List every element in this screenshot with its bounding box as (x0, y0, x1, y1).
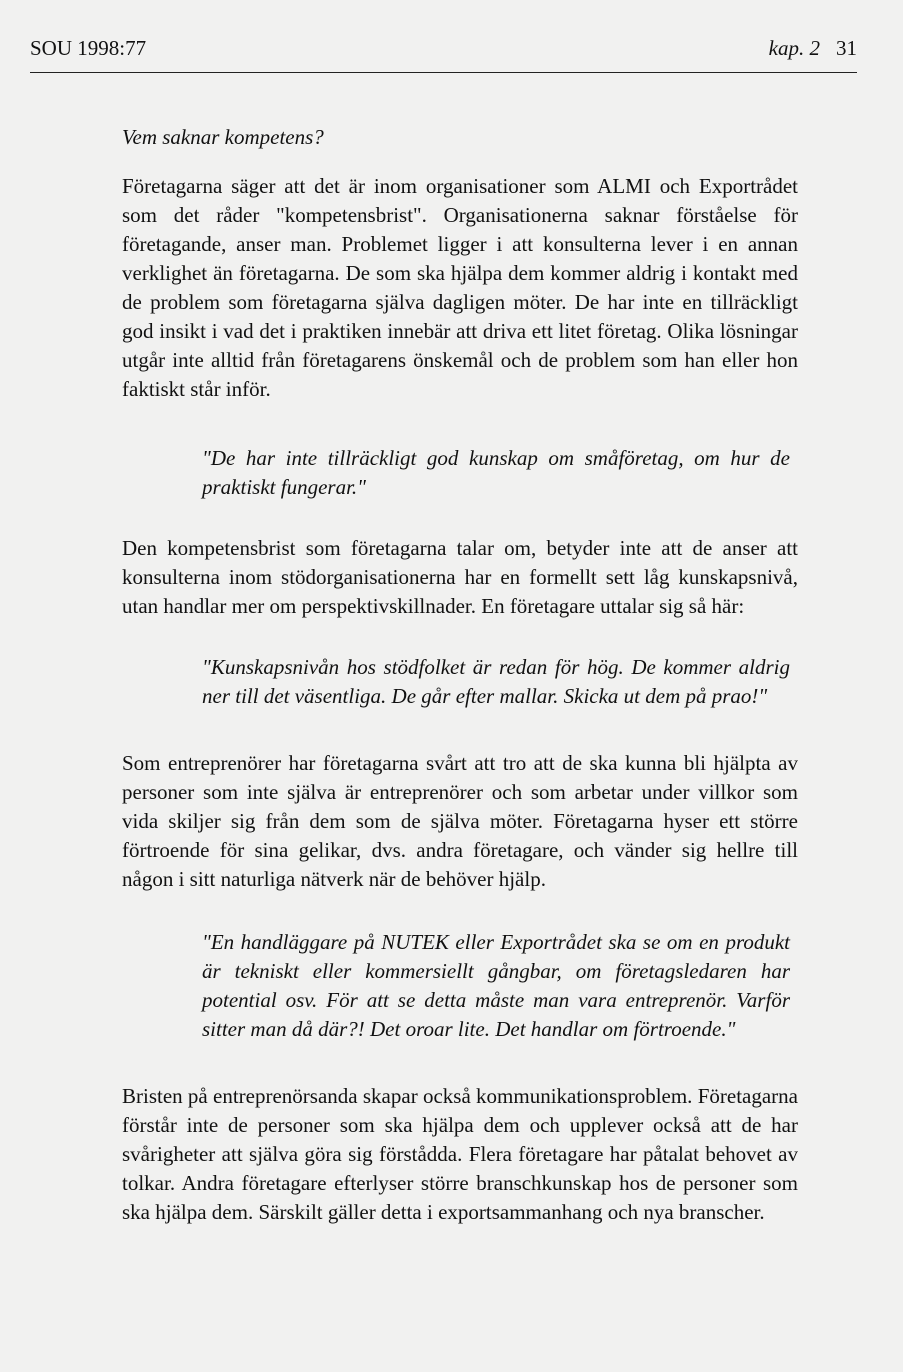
paragraph-4: Bristen på entreprenörsanda skapar också kommunikationsproblem. Företagarna förstår inte de personer som ska hjälpa dem och upplever också att de har svårigheter att själva göra sig förstådda. Flera företagare har påtalat behovet av tolkar. Andra företagare efterlyser större branschkunskap hos de personer som ska hjälpa dem. Särskilt gäller detta i exportsammanhang och nya branscher. (122, 1084, 798, 1224)
paragraph-1: Företagarna säger att det är inom organisationer som ALMI och Exportrådet som det råder "kompetensbrist". Organisationerna saknar förståelse för företagande, anser man. Problemet ligger i att konsulterna lever i en annan verklighet än företagarna. De som ska hjälpa dem kommer aldrig i kontakt med de problem som företagarna själva dagligen möter. De har inte en tillräckligt god insikt i vad det i praktiken innebär att driva ett litet företag. Olika lösningar utgår inte alltid från företagarens önskemål och de problem som han eller hon faktiskt står inför. (122, 174, 798, 401)
section-subheading: Vem saknar kompetens? (122, 125, 324, 149)
publication-id: SOU 1998:77 (30, 36, 147, 60)
page-number: 31 (836, 36, 857, 60)
quote-2: "Kunskapsnivån hos stödfolket är redan för hög. De kommer aldrig ner till det väsentliga. De går efter mallar. Skicka ut dem på prao!" (202, 655, 790, 708)
page-header (30, 36, 857, 73)
paragraph-3: Som entreprenörer har företagarna svårt att tro att de ska kunna bli hjälpta av personer som inte själva är entreprenörer och som arbetar under villkor som vida skiljer sig från dem som de själva möter. Företagarna hyser ett större förtroende för sina gelikar, dvs. andra företagare, och vänder sig hellre till någon i sitt naturliga nätverk när de behöver hjälp. (122, 751, 798, 891)
header-right (769, 36, 857, 61)
quote-3: "En handläggare på NUTEK eller Exportrådet ska se om en produkt är tekniskt eller kommersiellt gångbar, om företagsledaren har potential osv. För att se detta måste man vara entreprenör. Varför sitter man då där?! Det oroar lite. Det handlar om förtroende." (202, 930, 790, 1041)
paragraph-2: Den kompetensbrist som företagarna talar om, betyder inte att de anser att konsulterna inom stödorganisationerna har en formellt sett låg kunskapsnivå, utan handlar mer om perspektivskillnader. En företagare uttalar sig så här: (122, 536, 798, 618)
quote-1: "De har inte tillräckligt god kunskap om småföretag, om hur de praktiskt fungerar." (202, 446, 790, 499)
page-body (122, 124, 798, 1227)
chapter-label: kap. 2 (768, 36, 820, 60)
